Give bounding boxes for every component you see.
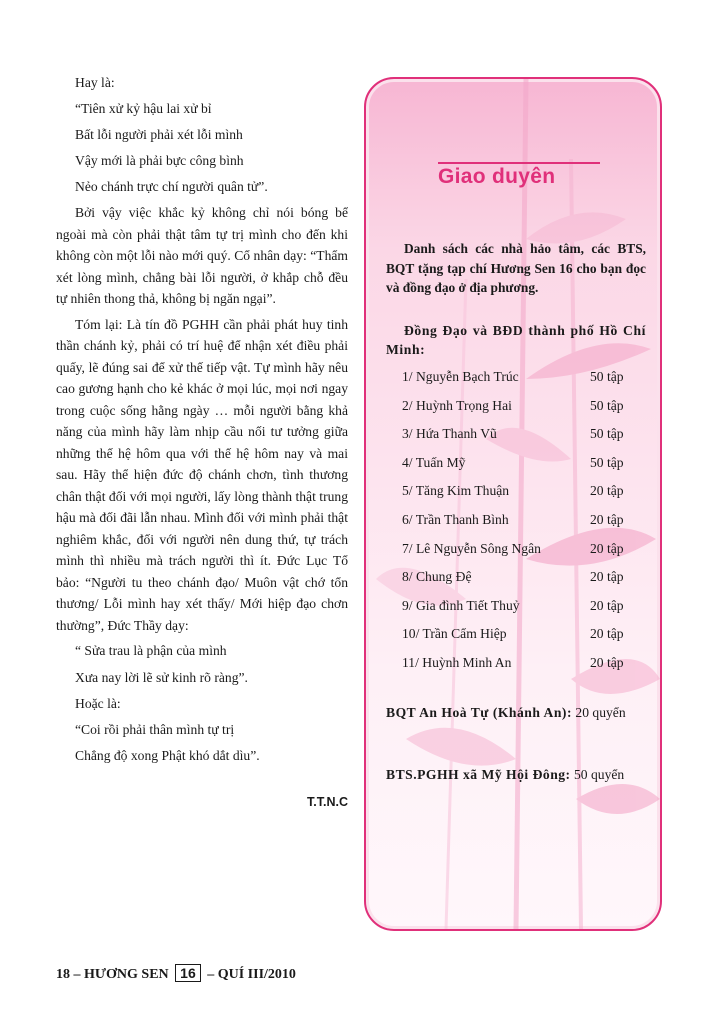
verse-line: Hoặc là: (75, 695, 121, 711)
list-item (402, 396, 632, 425)
donor-list (402, 367, 632, 682)
author-signature: T.T.N.C (307, 795, 348, 810)
donor-quantity: 50 tập (590, 397, 624, 413)
donor-panel (364, 77, 662, 931)
article-column (56, 72, 348, 826)
verse-line: “Coi rồi phải thân mình tự trị (75, 721, 235, 737)
verse-line: Hay là: (75, 75, 115, 90)
verse-line: Vậy mới là phải bực công bình (75, 153, 244, 169)
donor-name: 8/ Chung Đệ (402, 569, 472, 585)
list-item (402, 567, 632, 596)
list-item (402, 367, 632, 396)
donor-name: 11/ Huỳnh Minh An (402, 654, 512, 670)
donor-name: 3/ Hứa Thanh Vũ (402, 426, 497, 442)
donor-quantity: 50 tập (590, 369, 624, 384)
verse-line: “ Sửa trau là phận của mình (75, 643, 227, 659)
donor-name: 2/ Huỳnh Trọng Hai (402, 397, 512, 413)
list-item (402, 510, 632, 539)
donor-quantity: 20 tập (590, 569, 624, 585)
donor-quantity: 50 tập (590, 454, 624, 470)
list-item (402, 539, 632, 568)
title-rule (438, 162, 600, 164)
group-heading: Đồng Đạo và BĐD thành phố Hồ Chí Minh: (386, 322, 646, 358)
list-item (402, 653, 632, 682)
verse-line: Bất lỗi người phải xét lỗi mình (75, 127, 243, 143)
list-item (402, 481, 632, 510)
donor-quantity: 20 tập (590, 654, 624, 670)
donor-quantity: 20 tập (590, 626, 624, 642)
verse-line: “Tiên xử kỷ hậu lai xử bỉ (75, 101, 212, 117)
paragraph-conclusion: Tóm lại: Là tín đồ PGHH cần phải phát huy tinh thần chánh kỷ, phải có trí huệ để nhận xét điều phải quấy, lẽ đúng sai để xử thế tiếp vật. Tự mình hãy nêu cao gương hạnh cho kẻ khác ở mọi lúc, mọi nơi ngay trong cuộc sống hằng ngày … mỗi người bằng khả năng của mình hãy làm nhịp cầu nối tư tưởng giữa những thế hệ hôm qua với thế hệ hôm nay và mai sau. Hãy thể hiện đức độ chánh chơn, tình thương chân thật đối với mọi người, lấy lòng thành thật trung hậu mà đối đãi lẫn nhau. Mình đối với mình phải thật nghiêm khắc, đối với người nên dung thứ, tự trách mình thì nhiều mà trách người thì ít. Đức Lục Tổ bảo: “Người tu theo chánh đạo/ Muôn vật chớ tổn thương/ Lỗi mình hay xét thấy/ Mới hiệp đạo chơn thường”, Đức Thầy dạy: (56, 316, 348, 633)
verse-line: Chẳng độ xong Phật khó dắt dìu”. (75, 747, 260, 763)
extra-donor-label: BTS.PGHH xã Mỹ Hội Đông: (386, 766, 571, 782)
donor-quantity: 20 tập (590, 597, 624, 613)
verse-line: Nẻo chánh trực chí người quân tử”. (75, 179, 268, 195)
donor-name: 1/ Nguyễn Bạch Trúc (402, 369, 519, 384)
extra-donor-label: BQT An Hoà Tự (Khánh An): (386, 704, 572, 720)
donor-quantity: 50 tập (590, 426, 624, 442)
donor-quantity: 20 tập (590, 511, 624, 527)
footer-issue-date: – QUÍ III/2010 (207, 967, 296, 982)
donor-name: 10/ Trần Cẩm Hiệp (402, 626, 507, 642)
list-item (402, 596, 632, 625)
donor-intro: Danh sách các nhà hảo tâm, các BTS, BQT tặng tạp chí Hương Sen 16 cho bạn đọc và đồng đạo ở địa phương. (386, 241, 646, 296)
list-item (402, 453, 632, 482)
extra-donor-value: 50 quyển (573, 766, 625, 782)
extra-donor-an-hoa (386, 703, 646, 722)
donor-quantity: 20 tập (590, 540, 624, 556)
donor-name: 4/ Tuấn Mỹ (402, 454, 466, 470)
donor-name: 7/ Lê Nguyễn Sông Ngân (402, 540, 541, 556)
extra-donor-my-hoi-dong (386, 765, 646, 784)
donor-quantity: 20 tập (590, 483, 624, 499)
page-footer (56, 964, 296, 983)
extra-donor-value: 20 quyển (575, 704, 626, 720)
section-title: Giao duyên (438, 165, 556, 188)
issue-number-badge: 16 (175, 964, 201, 982)
donor-name: 9/ Gia đình Tiết Thuỷ (402, 597, 520, 613)
donor-name: 6/ Trần Thanh Bình (402, 511, 509, 527)
verse-line: Xưa nay lời lẽ sử kinh rõ ràng”. (75, 669, 248, 685)
footer-page-title: 18 – HƯƠNG SEN (56, 967, 169, 982)
donor-name: 5/ Tăng Kim Thuận (402, 483, 510, 499)
paragraph-self-discipline: Bởi vậy việc khắc kỷ không chỉ nói bóng bể ngoài mà còn phải thật tâm tự trị mình cho đến khi không còn một lỗi nào mới quý. Cổ nhân dạy: “Thẩm xét lòng mình, chẳng bài lỗi người, ở khắp chỗ đều tự nhiên thong thả, không bị ngăn ngại”. (56, 205, 348, 307)
list-item (402, 624, 632, 653)
list-item (402, 424, 632, 453)
